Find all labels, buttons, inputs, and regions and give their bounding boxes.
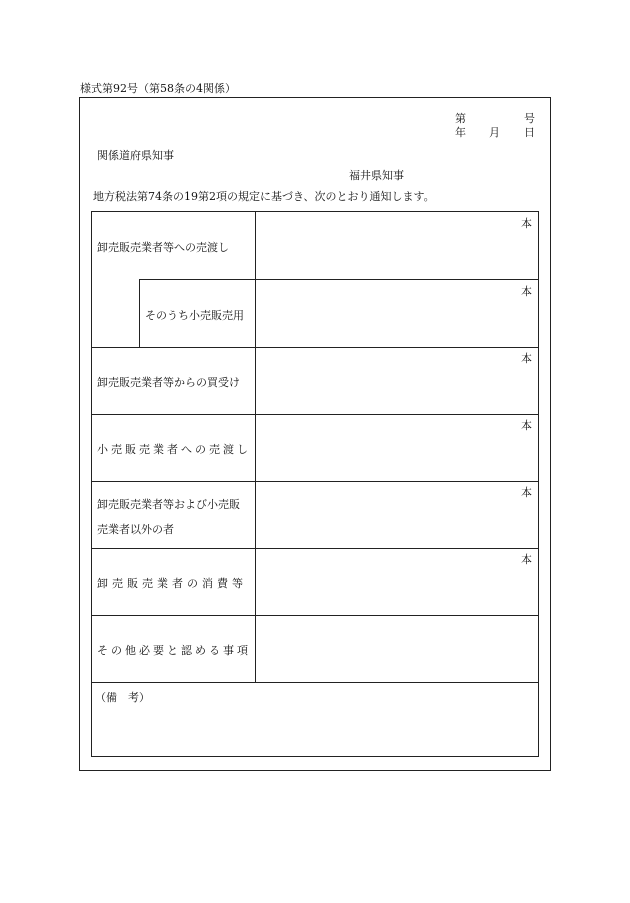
row-label: 小売販売業者への売渡し <box>97 443 251 456</box>
date-year: 年 <box>455 126 466 139</box>
row-divider <box>92 347 538 348</box>
row-label: 卸売販売業者等からの買受け <box>97 376 240 389</box>
sender: 福井県知事 <box>349 169 404 182</box>
remarks-label: （備 考） <box>95 691 150 704</box>
row-label: 卸売販売業者の消費等 <box>97 577 247 590</box>
unit-label: 本 <box>521 352 532 365</box>
report-table <box>91 211 539 757</box>
subrow-divider <box>139 280 140 347</box>
column-divider <box>255 212 256 682</box>
unit-label: 本 <box>521 419 532 432</box>
row-label-line1: 卸売販売業者等および小売販 <box>97 498 240 511</box>
unit-label: 本 <box>521 553 532 566</box>
row-label: そのうち小売販売用 <box>145 309 244 322</box>
row-divider <box>92 481 538 482</box>
notice-statement: 地方税法第74条の19第2項の規定に基づき、次のとおり通知します。 <box>93 190 435 203</box>
row-divider <box>92 414 538 415</box>
unit-label: 本 <box>521 217 532 230</box>
unit-label: 本 <box>521 486 532 499</box>
form-number: 様式第92号（第58条の4関係） <box>80 82 236 95</box>
row-divider <box>92 682 538 683</box>
addressee: 関係道府県知事 <box>97 149 174 162</box>
row-divider <box>139 279 538 280</box>
row-label: その他必要と認める事項 <box>97 644 251 657</box>
row-divider <box>92 548 538 549</box>
number-prefix: 第 <box>455 112 466 125</box>
number-suffix: 号 <box>524 112 535 125</box>
row-label-line2: 売業者以外の者 <box>97 523 174 536</box>
unit-label: 本 <box>521 285 532 298</box>
row-divider <box>92 615 538 616</box>
row-label: 卸売販売業者等への売渡し <box>97 241 229 254</box>
date-day: 日 <box>524 126 535 139</box>
date-month: 月 <box>489 126 500 139</box>
